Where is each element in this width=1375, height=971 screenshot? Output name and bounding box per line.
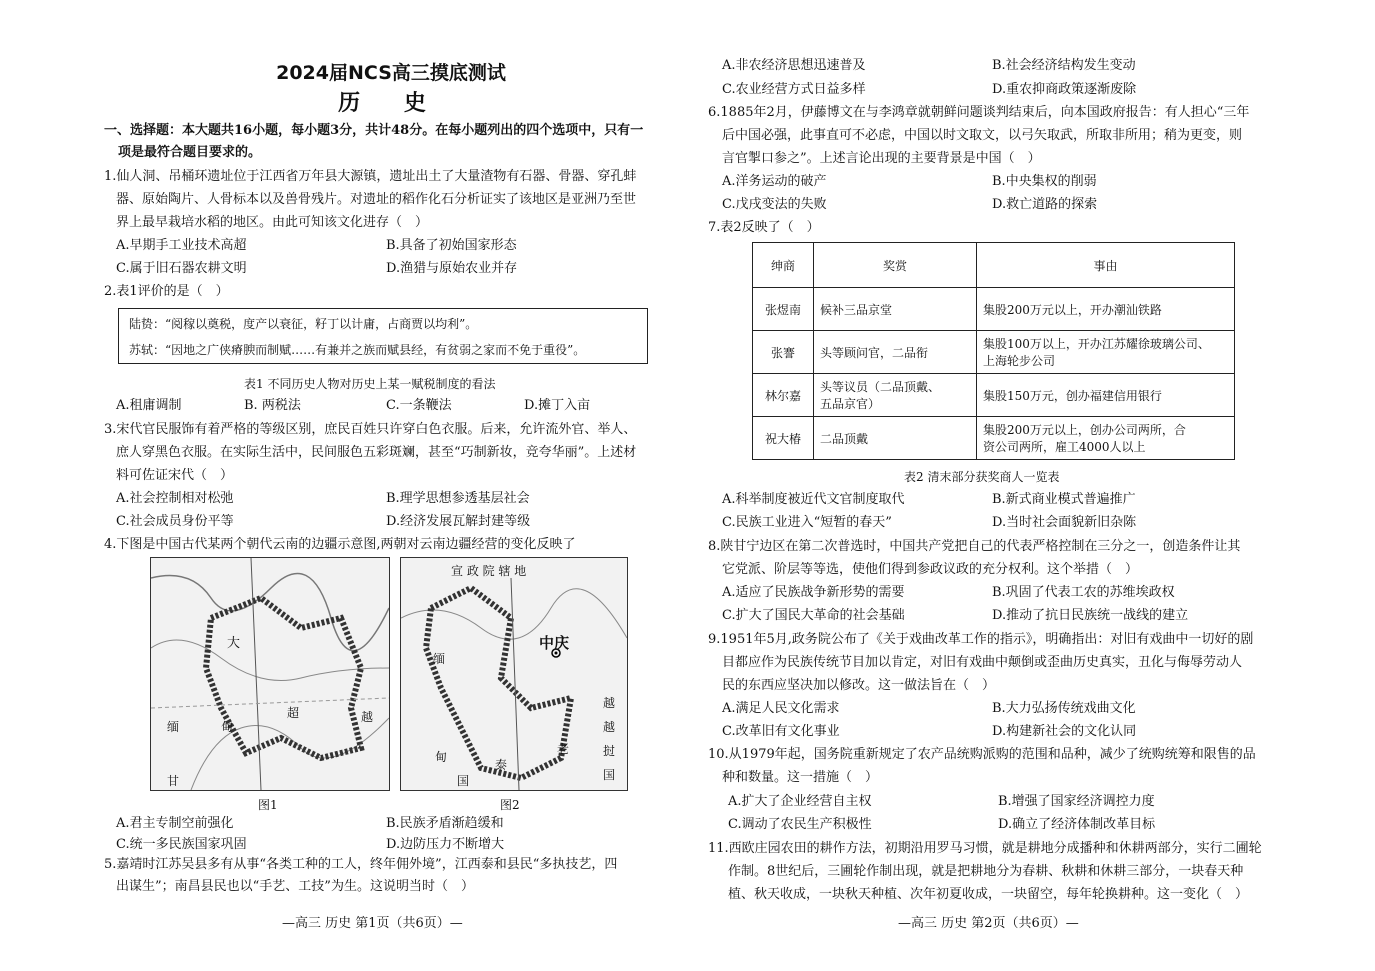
table2-cell-reason [977, 417, 1235, 460]
table-row [753, 288, 1235, 331]
q2-option-b[interactable]: B. 两税法 [244, 398, 301, 413]
table2-reason-line: 上海轮步公司 [983, 354, 1056, 368]
table2-cell-name: 祝大椿 [753, 417, 814, 460]
table2-cell-award: 头等顾问官，二品衔 [814, 331, 977, 374]
table2-caption: 表2 清末部分获奖商人一览表 [904, 470, 1060, 484]
q8-option-b[interactable]: B.巩固了代表工农的苏维埃政权 [992, 585, 1175, 600]
q3-option-a[interactable]: A.社会控制相对松弛 [116, 491, 234, 506]
q6-option-c[interactable]: C.戊戌变法的失败 [722, 197, 827, 212]
exam-title: 2024届NCS高三摸底测试 [276, 62, 506, 84]
table2-header: 绅商 [753, 243, 814, 288]
q11-stem: 11.西欧庄园农田的耕作方法，初期沿用罗马习惯，就是耕地分成播种和休耕两部分，实行二圃轮 [708, 841, 1262, 856]
map-1-drawing [151, 558, 389, 790]
q3-option-c[interactable]: C.社会成员身份平等 [116, 514, 234, 529]
table1-caption: 表1 不同历史人物对历史上某一赋税制度的看法 [244, 377, 496, 391]
q9-option-c[interactable]: C.改革旧有文化事业 [722, 724, 840, 739]
q5-option-b[interactable]: B.社会经济结构发生变动 [992, 58, 1136, 73]
q3-option-d[interactable]: D.经济发展瓦解封建等级 [386, 514, 531, 529]
q6-stem: 6.1885年2月，伊藤博文在与李鸿章就朝鲜问题谈判结束后，向本国政府报告：有人担心“三年 [708, 105, 1250, 120]
table2-cell-name: 张煜南 [753, 288, 814, 331]
map1-label: 缅 [167, 720, 180, 734]
q8-option-c[interactable]: C.扩大了国民大革命的社会基础 [722, 608, 905, 623]
map2-city-label: 中庆 [539, 634, 570, 652]
q1-stem: 1.仙人洞、吊桶环遗址位于江西省万年县大源镇，遗址出土了大量渣物有石器、骨器、穿孔蚌 [104, 169, 637, 184]
q2-stem: 2.表1评价的是（ ） [104, 284, 229, 299]
map2-label: 老 [557, 742, 570, 756]
map-figure-1 [150, 557, 390, 791]
q9-option-b[interactable]: B.大力弘扬传统戏曲文化 [992, 701, 1136, 716]
footer-page-2: —高三 历史 第2页（共6页）— [898, 916, 1079, 931]
table2-cell-reason [977, 331, 1235, 374]
subject-title: 历 史 [338, 91, 444, 116]
q3-option-b[interactable]: B.理学思想参透基层社会 [386, 491, 530, 506]
q3-stem: 庶人穿黑色衣服。在实际生活中，民间服色五彩斑斓，甚至“巧制新妆，竞夸华丽”。上述材 [116, 445, 637, 460]
q9-option-a[interactable]: A.满足人民文化需求 [722, 701, 840, 716]
table2-cell-award: 候补三品京堂 [814, 288, 977, 331]
q4-option-b[interactable]: B.民族矛盾渐趋缓和 [386, 816, 504, 831]
map2-label: 越 [603, 696, 616, 710]
q7-option-b[interactable]: B.新式商业模式普遍推广 [992, 492, 1136, 507]
q11-stem: 植、秋天收成，一块秋天种植、次年初夏收成，一块留空，每年轮换耕种。这一变化（ ） [728, 887, 1249, 902]
q10-option-c[interactable]: C.调动了农民生产积极性 [728, 817, 872, 832]
map1-label: 大 [227, 636, 241, 651]
q11-stem: 作制。8世纪后，三圃轮作制出现，就是把耕地分为春耕、秋耕和休耕三部分，一块春天种 [728, 864, 1244, 879]
q3-stem: 料可佐证宋代（ ） [116, 468, 234, 483]
table2-header-row [753, 243, 1235, 288]
table2-header: 奖赏 [814, 243, 977, 288]
map2-label: 甸 [435, 750, 448, 764]
table2-reason-line: 集股100万以上，开办江苏耀徐玻璃公司、 [983, 337, 1210, 351]
section-instruction: 一、选择题：本大题共16小题，每小题3分，共计48分。在每小题列出的四个选项中，只有一 [104, 123, 644, 138]
table2-cell-name: 张謇 [753, 331, 814, 374]
q7-stem: 7.表2反映了（ ） [708, 220, 820, 235]
table2-cell-reason [977, 374, 1235, 417]
q4-stem: 4.下图是中国古代某两个朝代云南的边疆示意图,两朝对云南边疆经营的变化反映了 [104, 537, 576, 552]
table2-header: 事由 [977, 243, 1235, 288]
q10-stem: 10.从1979年起，国务院重新规定了农产品统购派购的范围和品种，减少了统购统筹和限售的品 [708, 747, 1256, 762]
map1-label: 超 [287, 706, 300, 720]
q10-option-d[interactable]: D.确立了经济体制改革目标 [998, 817, 1156, 832]
map2-label: 缅 [433, 652, 446, 666]
table2-cell-award: 二品顶戴 [814, 417, 977, 460]
q7-option-a[interactable]: A.科举制度被近代文官制度取代 [722, 492, 905, 507]
table2-award-line: 五品京官） [820, 397, 881, 411]
table2-reason-line: 集股200万元以上，创办公司两所，合 [983, 423, 1186, 437]
table-row [753, 417, 1235, 460]
figure2-caption: 图2 [500, 798, 520, 812]
q10-stem: 种和数量。这一措施（ ） [722, 770, 879, 785]
q1-stem: 器、原始陶片、人骨标本以及兽骨残片。对遗址的稻作化石分析证实了该地区是亚洲乃至世 [116, 192, 637, 207]
q6-option-d[interactable]: D.救亡道路的探索 [992, 197, 1098, 212]
map1-label: 甘 [167, 774, 180, 788]
table1-row: 苏轼：“因地之广侠瘠腴而制赋……有兼并之族而赋县经，有贫弱之家而不免于重役”。 [129, 343, 586, 357]
q1-option-b[interactable]: B.具备了初始国家形态 [386, 238, 517, 253]
q10-option-b[interactable]: B.增强了国家经济调控力度 [998, 794, 1155, 809]
table2-award-line: 头等议员（二品顶戴、 [820, 380, 941, 394]
footer-page-1: —高三 历史 第1页（共6页）— [282, 916, 463, 931]
map2-label: 宣 政 院 辖 地 [451, 564, 527, 578]
q1-stem: 界上最早栽培水稻的地区。由此可知该文化进存（ ） [116, 215, 429, 230]
map2-label: 国 [457, 774, 470, 788]
q3-stem: 3.宋代官民服饰有着严格的等级区别，庶民百姓只许穿白色衣服。后来，允许流外官、举人、 [104, 422, 637, 437]
map1-label: 甸 [221, 720, 234, 734]
table2-reason-line: 集股150万元，创办福建信用银行 [983, 388, 1162, 403]
map1-label: 越 [361, 710, 374, 724]
q5-option-a[interactable]: A.非农经济思想迅速普及 [722, 58, 866, 73]
q8-stem: 8.陕甘宁边区在第二次普选时，中国共产党把自己的代表严格控制在三分之一，创造条件让其 [708, 539, 1241, 554]
q6-option-a[interactable]: A.洋务运动的破产 [722, 174, 827, 189]
q2-option-d[interactable]: D.摊丁入亩 [524, 398, 591, 413]
q8-stem: 它党派、阶层等等选，使他们得到参政议政的充分权利。这个举措（ ） [722, 562, 1139, 577]
q5-stem: 出谋生”；南昌县民也以“手艺、工技”为生。这说明当时（ ） [116, 879, 474, 894]
q5-option-d[interactable]: D.重农抑商政策逐渐废除 [992, 82, 1137, 97]
q9-stem: 目都应作为民族传统节目加以肯定，对旧有戏曲中颠倒或歪曲历史真实，丑化与侮辱劳动人 [722, 655, 1243, 670]
map2-label: 泰 [495, 758, 508, 772]
table1 [118, 308, 648, 364]
q5-option-c[interactable]: C.农业经营方式日益多样 [722, 82, 866, 97]
q1-option-c[interactable]: C.属于旧石器农耕文明 [116, 261, 247, 276]
section-instruction-2: 项是最符合题目要求的。 [118, 145, 262, 160]
q1-option-a[interactable]: A.早期手工业技术高超 [116, 238, 247, 253]
q7-option-d[interactable]: D.当时社会面貌新旧杂陈 [992, 515, 1137, 530]
map2-label: 挝 [603, 744, 616, 758]
table-row [753, 331, 1235, 374]
q1-option-d[interactable]: D.渔猎与原始农业并存 [386, 261, 518, 276]
figure1-caption: 图1 [258, 798, 278, 812]
q2-option-a[interactable]: A.租庸调制 [116, 398, 182, 413]
table2 [752, 242, 1235, 460]
map2-label: 越 [603, 720, 616, 734]
q4-option-d[interactable]: D.边防压力不断增大 [386, 837, 505, 852]
map-figure-2 [400, 557, 628, 791]
q5-stem: 5.嘉靖时江苏吴县多有从事“各类工种的工人，终年佣外境”，江西泰和县民“多执技艺，四 [104, 857, 618, 872]
q8-option-a[interactable]: A.适应了民族战争新形势的需要 [722, 585, 905, 600]
q9-option-d[interactable]: D.构建新社会的文化认同 [992, 724, 1137, 739]
q7-option-c[interactable]: C.民族工业进入“短暂的春天” [722, 515, 892, 530]
table2-reason-line: 集股200万元以上，开办潮汕铁路 [983, 302, 1162, 317]
q10-option-a[interactable]: A.扩大了企业经营自主权 [728, 794, 872, 809]
table2-cell-name: 林尔嘉 [753, 374, 814, 417]
q8-option-d[interactable]: D.推动了抗日民族统一战线的建立 [992, 608, 1189, 623]
q2-option-c[interactable]: C.一条鞭法 [386, 398, 452, 413]
q6-stem: 言官掣口参之”。上述言论出现的主要背景是中国（ ） [722, 151, 1041, 166]
q6-stem: 后中国必强，此事直可不必虑，中国以时文取文，以弓矢取武，所取非所用；稍为更变，则 [722, 128, 1243, 143]
map2-label: 国 [603, 768, 616, 782]
q4-option-c[interactable]: C.统一多民族国家巩固 [116, 837, 247, 852]
q4-option-a[interactable]: A.君主专制空前强化 [116, 816, 234, 831]
table-row [753, 374, 1235, 417]
q9-stem: 民的东西应坚决加以修改。这一做法旨在（ ） [722, 678, 996, 693]
table1-row: 陆贽：“阅稼以奠税，度产以衰征，籽丁以计庸，占商贾以均利”。 [129, 317, 478, 331]
q9-stem: 9.1951年5月,政务院公布了《关于戏曲改革工作的指示》，明确指出：对旧有戏曲中一切好的剧 [708, 632, 1254, 647]
q6-option-b[interactable]: B.中央集权的削弱 [992, 174, 1097, 189]
table2-reason-line: 资公司两所，雇工4000人以上 [983, 440, 1146, 454]
table2-cell-reason [977, 288, 1235, 331]
table2-cell-award [814, 374, 977, 417]
